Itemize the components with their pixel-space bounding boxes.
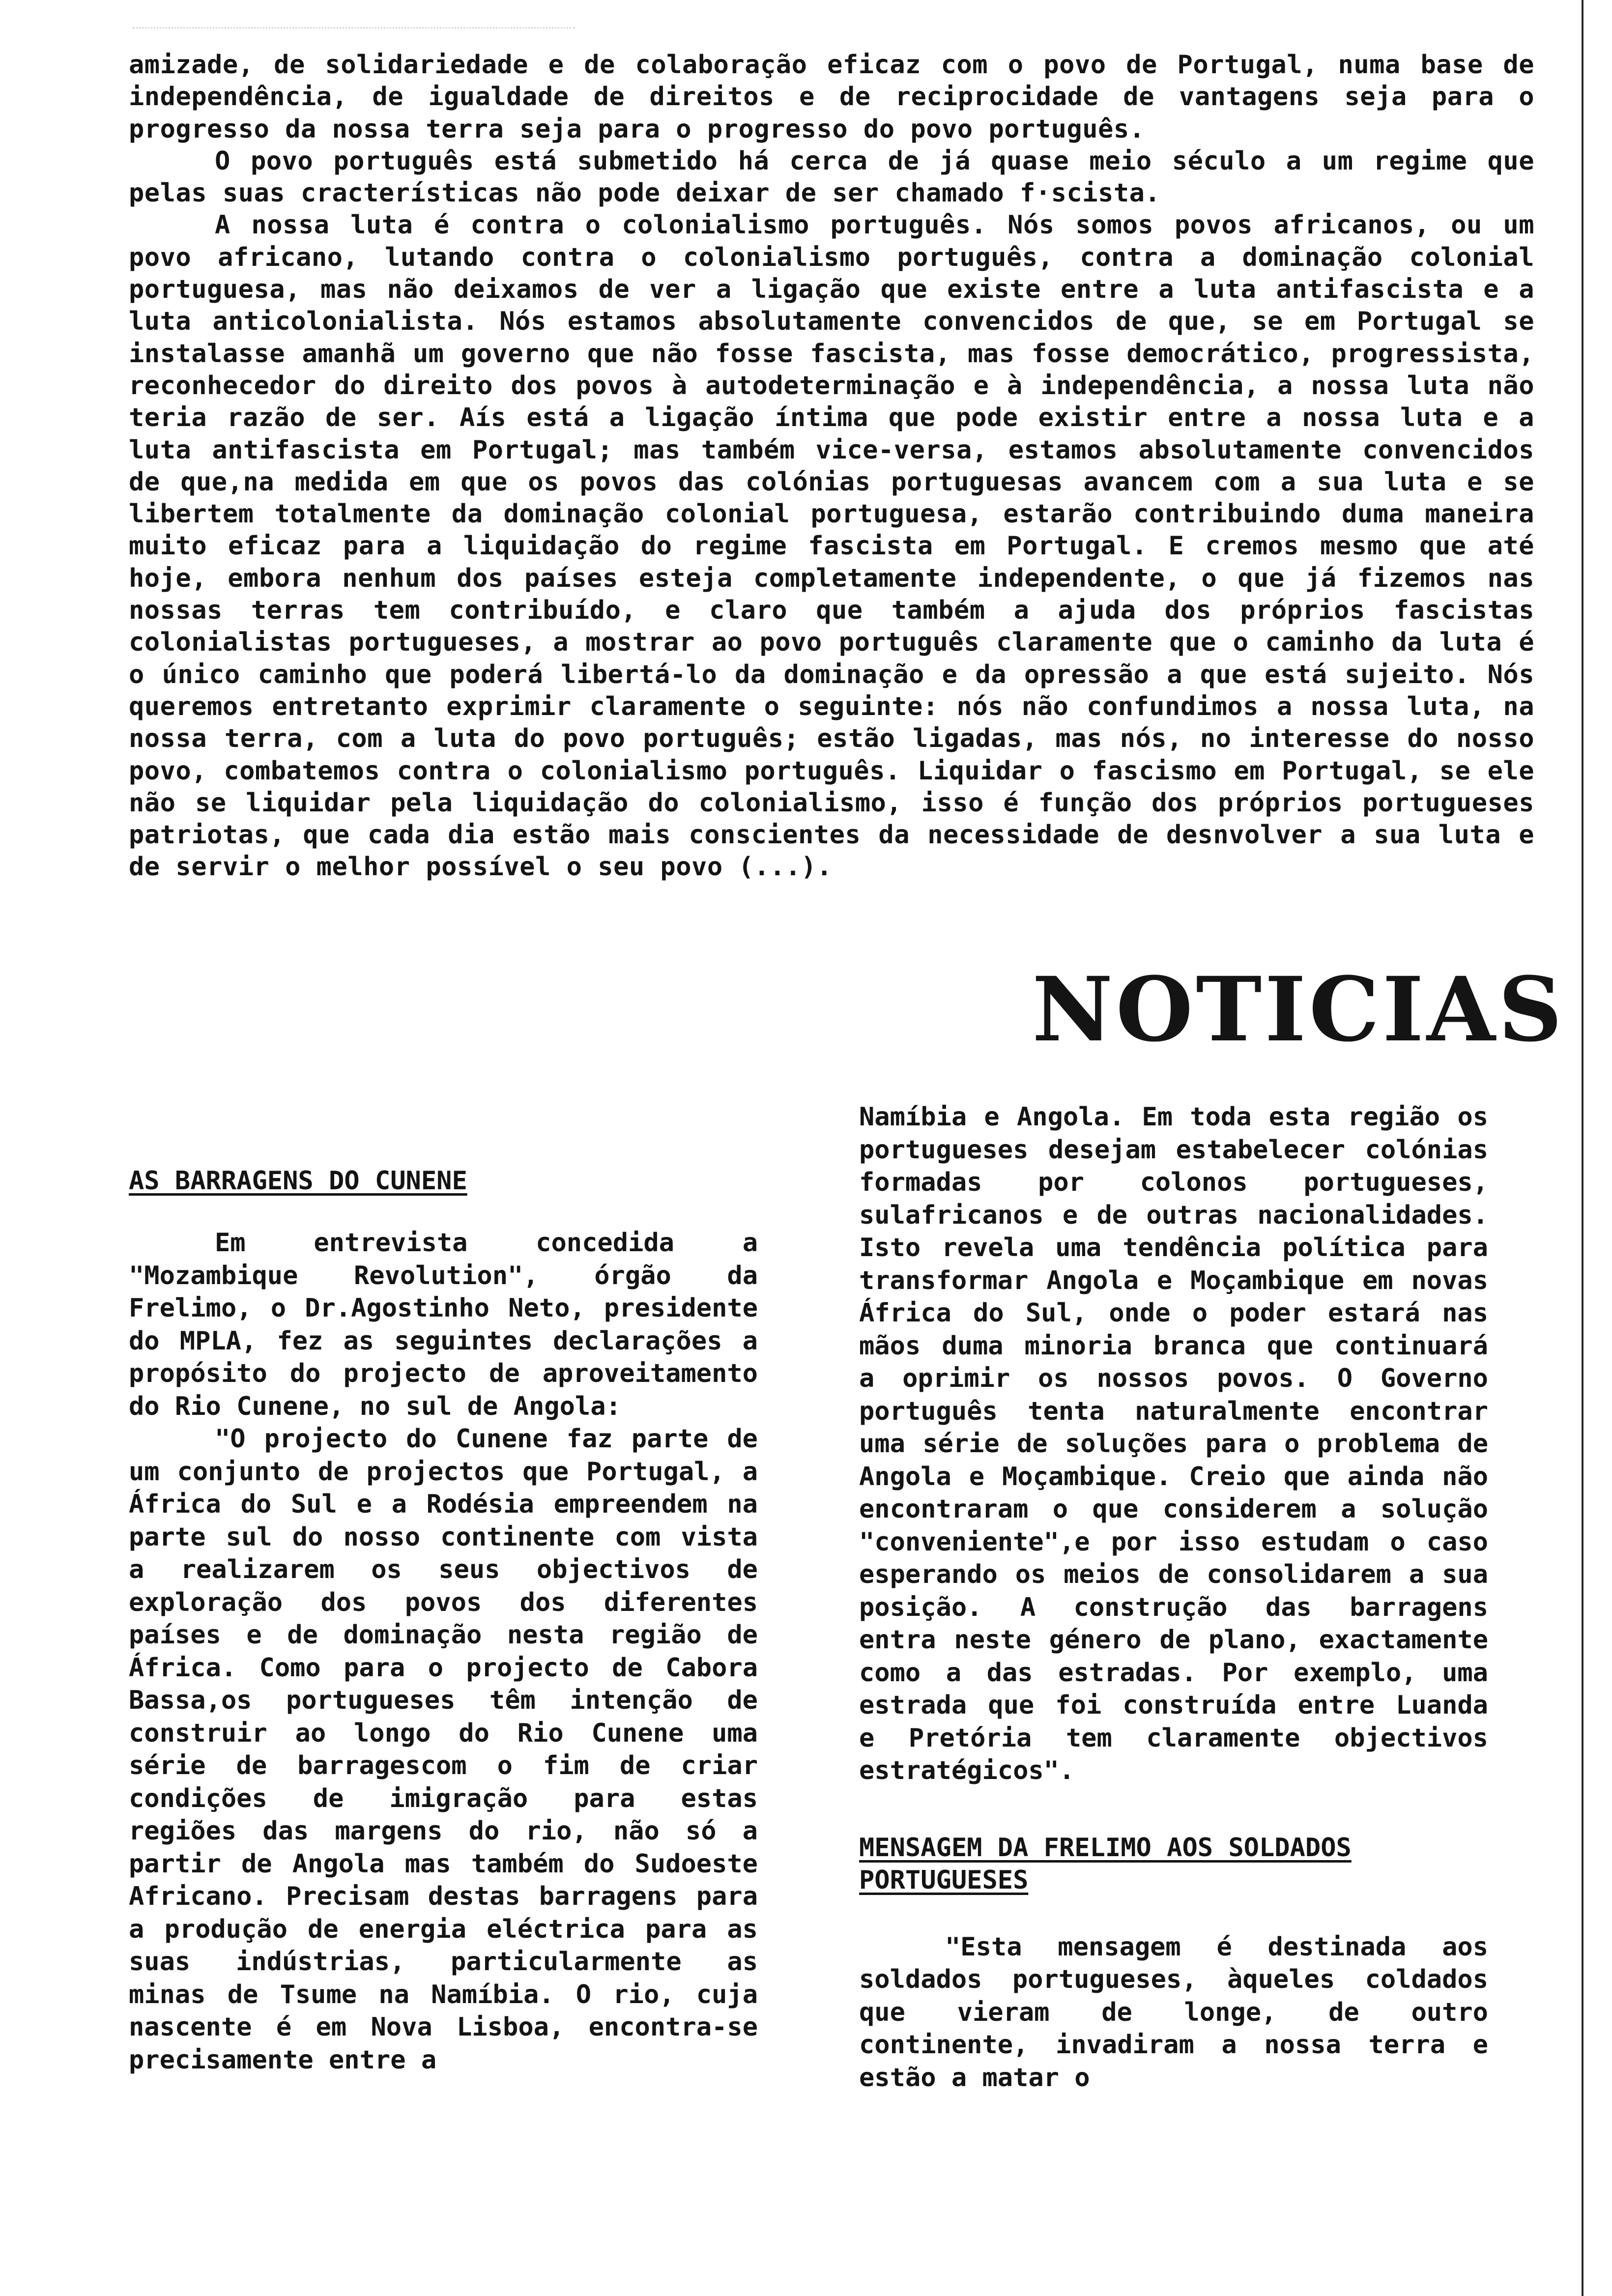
article-paragraph: Namíbia e Angola. Em toda esta região os portugueses desejam estabelecer colónias formadas por colonos portugueses, sulafricanos e de outras nacionalidades. Isto revela uma tendência política para transformar Angola e Moçambique em novas África do Sul, onde o poder estará nas mãos duma minoria branca que continuará a oprimir os nossos povos. O Governo português tenta naturalmente encontrar uma série de soluções para o problema de Angola e Moçambique. Creio que ainda não encontraram o que considerem a solução "conveniente",e por isso estudam o caso esperando os meios de consolidarem a sua posição. A construção das barragens entra neste género de plano, exactamente como a das estradas. Por exemplo, uma estrada que foi construída entre Luanda e Pretória tem claramente objectivos estratégicos".	[859, 1102, 1488, 1785]
article-paragraph: "Esta mensagem é destinada aos soldados portugueses, àqueles coldados que vieram de longe, de outro continente, invadiram a nossa terra e estão a matar o	[859, 1932, 1488, 2093]
section-masthead: NOTICIAS	[1032, 958, 1565, 1062]
article-heading: AS BARRAGENS DO CUNENE	[129, 1166, 467, 1196]
scan-specks	[133, 27, 575, 31]
article-continuation	[859, 1101, 1488, 2094]
article-paragraph: Em entrevista concedida a "Mozambique Revolution", órgão da Frelimo, o Dr.Agostinho Neto, presidente do MPLA, fez as seguintes declarações a propósito do projecto de aproveitamento do Rio Cunene, no sul de Angola:	[129, 1228, 758, 1421]
article-paragraph: "O projecto do Cunene faz parte de um conjunto de projectos que Portugal, a África do Sul e a Rodésia empreendem na parte sul do nosso continente com vista a realizarem os seus objectivos de exploração dos povos dos diferentes países e de dominação nesta região de África. Como para o projecto de Cabora Bassa,os portugueses têm intenção de construir ao longo do Rio Cunene uma série de barragescom o fim de criar condições de imigração para estas regiões das margens do rio, não só a partir de Angola mas também do Sudoeste Africano. Precisam destas barragens para a produção de energia eléctrica para as suas indústrias, particularmente as minas de Tsume na Namíbia. O rio, cuja nascente é em Nova Lisboa, encontra-se precisamente entre a	[129, 1424, 758, 2075]
article-heading: PORTUGUESES	[859, 1865, 1029, 1895]
intro-text	[129, 49, 1534, 884]
intro-paragraph: amizade, de solidariedade e de colaboração eficaz com o povo de Portugal, numa base de independência, de igualdade de direitos e de reciprocidade de vantagens seja para o progresso da nossa terra seja para o progresso do povo português.	[129, 50, 1534, 144]
page-edge-rule	[1582, 0, 1583, 2296]
intro-paragraph: O povo português está submetido há cerca de já quase meio século a um regime que pelas suas cracterísticas não pode deixar de ser chamado f·scista.	[129, 146, 1534, 208]
article-cunene	[129, 1165, 758, 2076]
intro-paragraph: A nossa luta é contra o colonialismo português. Nós somos povos africanos, ou um povo africano, lutando contra o colonialismo português, contra a dominação colonial portuguesa, mas não deixamos de ver a ligação que existe entre a luta antifascista e a luta anticolonialista. Nós estamos absolutamente convencidos de que, se em Portugal se instalasse amanhã um governo que não fosse fascista, mas fosse democrático, progressista, reconhecedor do direito dos povos à autodeterminação e à independência, a nossa luta não teria razão de ser. Aís está a ligação íntima que pode existir entre a nossa luta e a luta antifascista em Portugal; mas também vice-versa, estamos absolutamente convencidos de que,na medida em que os povos das colónias portuguesas avancem com a sua luta e se libertem totalmente da dominação colonial portuguesa, estarão contribuindo duma maneira muito eficaz para a liquidação do regime fascista em Portugal. E cremos mesmo que até hoje, embora nenhum dos países esteja completamente independente, o que já fizemos nas nossas terras tem contribuído, e claro que também a ajuda dos próprios fascistas colonialistas portugueses, a mostrar ao povo português claramente que o caminho da luta é o único caminho que poderá libertá-lo da dominação e da opressão a que está sujeito. Nós queremos entretanto exprimir claramente o seguinte: nós não confundimos a nossa luta, na nossa terra, com a luta do povo português; estão ligadas, mas nós, no interesse do nosso povo, combatemos contra o colonialismo português. Liquidar o fascismo em Portugal, se ele não se liquidar pela liquidação do colonialismo, isso é função dos próprios portugueses patriotas, que cada dia estão mais conscientes da necessidade de desnvolver a sua luta e de servir o melhor possível o seu povo (...).	[129, 210, 1534, 882]
article-heading: MENSAGEM DA FRELIMO AOS SOLDADOS	[859, 1833, 1352, 1863]
